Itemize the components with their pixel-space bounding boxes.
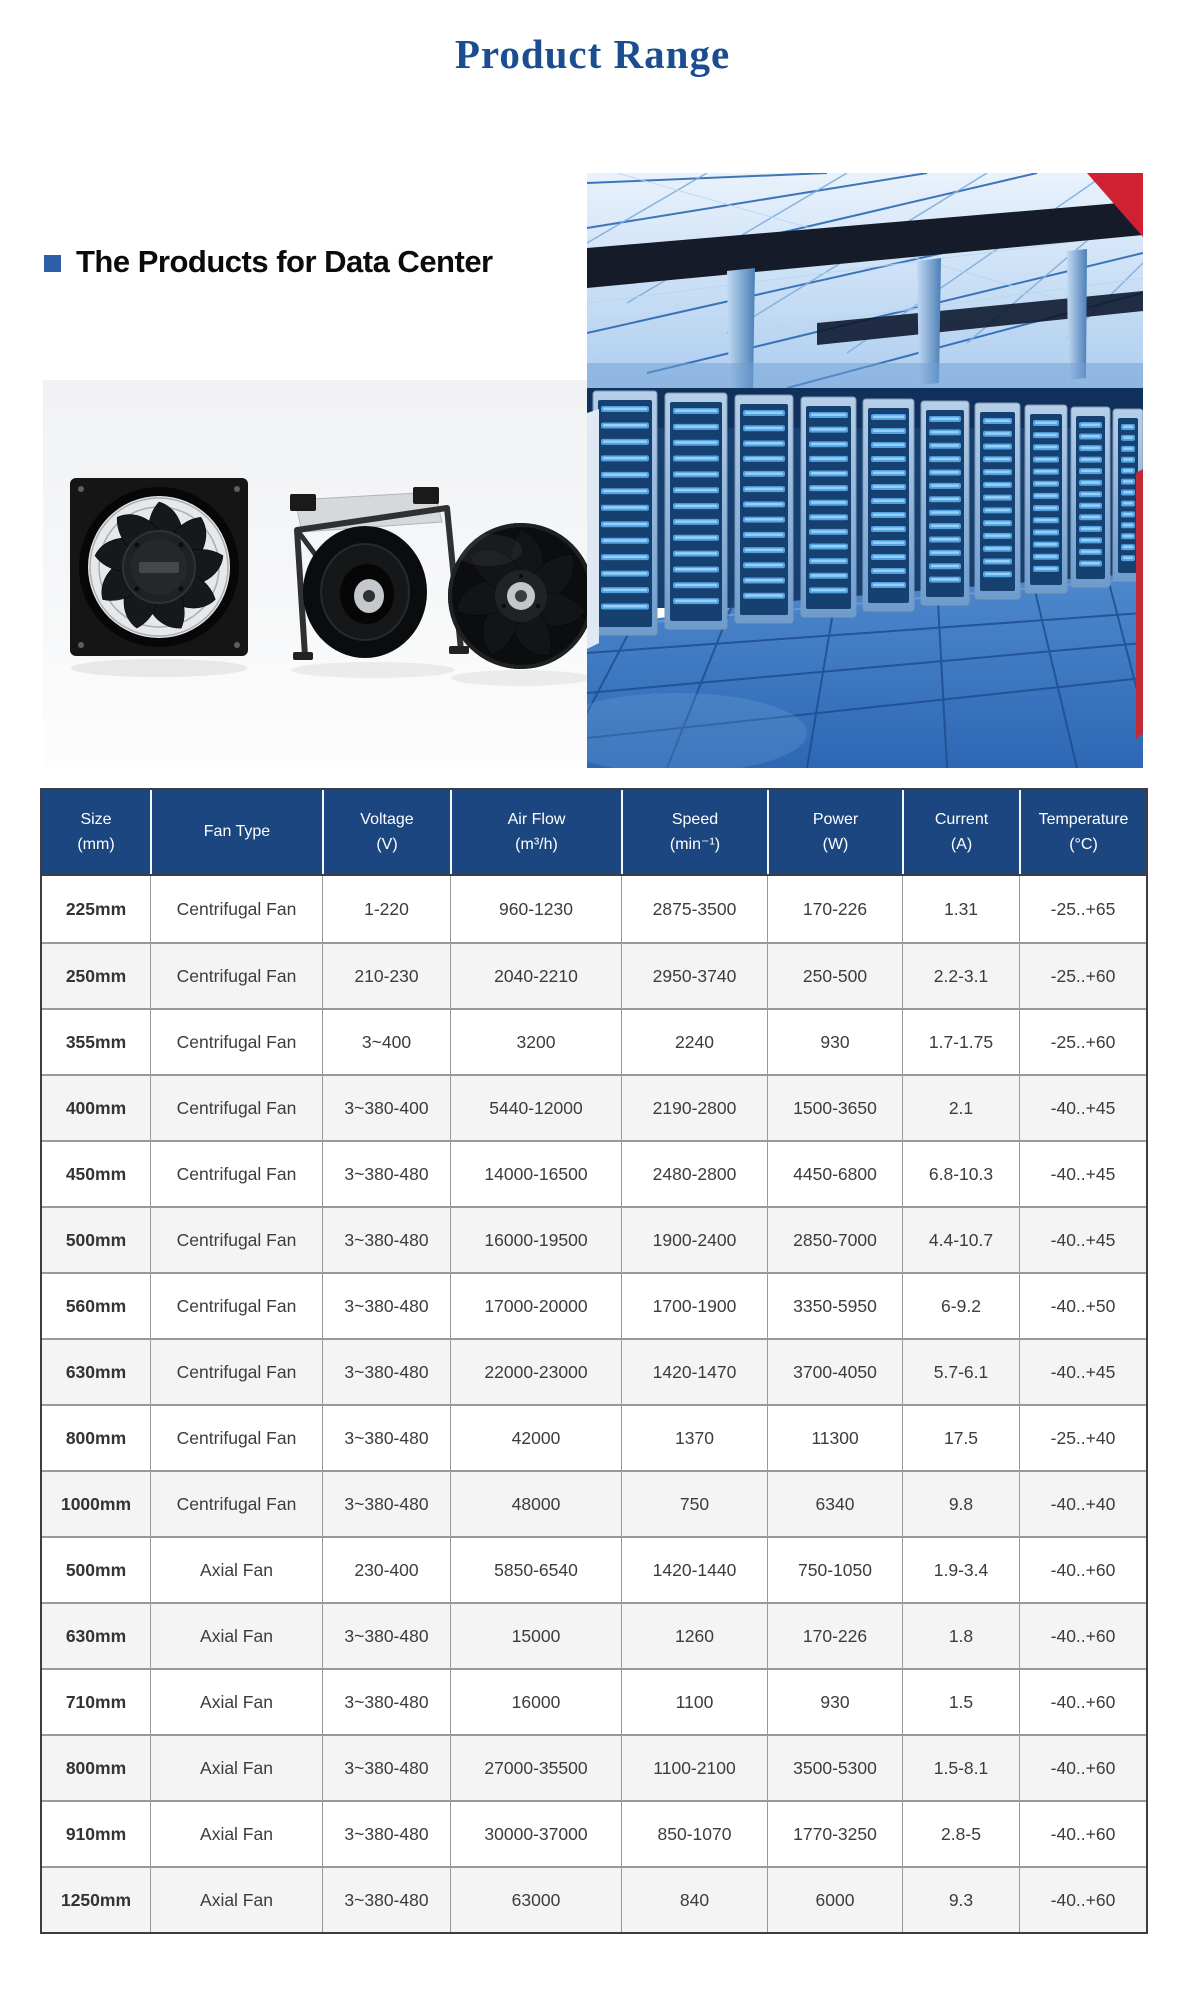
table-cell: -40..+45 (1019, 1340, 1146, 1404)
table-cell: 3~380-480 (322, 1142, 450, 1206)
column-header: Voltage (V) (322, 790, 450, 874)
column-header: Size (mm) (42, 790, 150, 874)
table-cell: 210-230 (322, 944, 450, 1008)
table-cell: 4450-6800 (767, 1142, 902, 1206)
inline-centrifugal-fan-image (290, 487, 469, 660)
column-header: Speed (min⁻¹) (621, 790, 767, 874)
table-cell: 960-1230 (450, 876, 621, 942)
table-cell: 6340 (767, 1472, 902, 1536)
table-cell: 1370 (621, 1406, 767, 1470)
table-cell: 3~380-480 (322, 1208, 450, 1272)
fan-products-illustration (43, 380, 587, 768)
table-cell: 170-226 (767, 1604, 902, 1668)
table-cell: 9.8 (902, 1472, 1019, 1536)
column-header: Air Flow (m³/h) (450, 790, 621, 874)
product-spec-table (40, 788, 1148, 1934)
table-cell: -40..+60 (1019, 1736, 1146, 1800)
fan-products-photo (43, 380, 587, 768)
table-row (42, 942, 1146, 1008)
table-cell: 6-9.2 (902, 1274, 1019, 1338)
table-cell: 1420-1440 (621, 1538, 767, 1602)
table-cell: 1260 (621, 1604, 767, 1668)
section-heading-label: The Products for Data Center (76, 244, 493, 279)
table-cell: 5440-12000 (450, 1076, 621, 1140)
table-cell: 1.9-3.4 (902, 1538, 1019, 1602)
table-row (42, 1668, 1146, 1734)
table-cell: 3~380-480 (322, 1406, 450, 1470)
table-row (42, 1404, 1146, 1470)
table-cell: 2190-2800 (621, 1076, 767, 1140)
table-cell: 3200 (450, 1010, 621, 1074)
table-cell: 1000mm (60, 1493, 132, 1514)
section-heading (44, 244, 493, 280)
table-cell: 3~380-480 (322, 1670, 450, 1734)
table-cell: 5.7-6.1 (902, 1340, 1019, 1404)
table-cell: 560mm (65, 1295, 127, 1316)
table-row (42, 1800, 1146, 1866)
table-cell: 17000-20000 (450, 1274, 621, 1338)
table-cell: 840 (621, 1868, 767, 1932)
table-cell: 930 (767, 1670, 902, 1734)
table-cell: Centrifugal Fan (150, 1274, 322, 1338)
table-row (42, 1338, 1146, 1404)
table-cell: 22000-23000 (450, 1340, 621, 1404)
table-cell: 750-1050 (767, 1538, 902, 1602)
table-cell: 2875-3500 (621, 876, 767, 942)
backward-curved-impeller-image (448, 523, 587, 669)
table-cell: 2240 (621, 1010, 767, 1074)
table-cell: 3~380-480 (322, 1472, 450, 1536)
table-cell: -25..+60 (1019, 944, 1146, 1008)
table-cell: -40..+60 (1019, 1868, 1146, 1932)
table-cell: 1770-3250 (767, 1802, 902, 1866)
table-cell: Centrifugal Fan (150, 876, 322, 942)
table-cell: 1700-1900 (621, 1274, 767, 1338)
column-header: Power (W) (767, 790, 902, 874)
table-cell: Axial Fan (150, 1670, 322, 1734)
table-cell: 9.3 (902, 1868, 1019, 1932)
table-cell: 11300 (767, 1406, 902, 1470)
table-cell: -40..+45 (1019, 1142, 1146, 1206)
table-row (42, 876, 1146, 942)
table-cell: 1100-2100 (621, 1736, 767, 1800)
table-cell: Centrifugal Fan (150, 1406, 322, 1470)
table-cell: -25..+40 (1019, 1406, 1146, 1470)
table-cell: -40..+50 (1019, 1274, 1146, 1338)
table-cell: 3350-5950 (767, 1274, 902, 1338)
table-cell: 42000 (450, 1406, 621, 1470)
table-cell: 170-226 (767, 876, 902, 942)
table-cell: 5850-6540 (450, 1538, 621, 1602)
table-cell: 16000 (450, 1670, 621, 1734)
table-cell: Centrifugal Fan (150, 1010, 322, 1074)
table-cell: 1900-2400 (621, 1208, 767, 1272)
table-cell: 2.1 (902, 1076, 1019, 1140)
table-cell: 16000-19500 (450, 1208, 621, 1272)
square-bullet-icon (44, 255, 61, 272)
table-cell: 3~380-480 (322, 1802, 450, 1866)
table-cell: 800mm (65, 1427, 127, 1448)
table-cell: 3~380-480 (322, 1736, 450, 1800)
table-cell: 2.2-3.1 (902, 944, 1019, 1008)
table-cell: -40..+60 (1019, 1802, 1146, 1866)
column-header: Temperature (°C) (1019, 790, 1146, 874)
table-cell: Centrifugal Fan (150, 1142, 322, 1206)
table-cell: Axial Fan (150, 1604, 322, 1668)
table-cell: 63000 (450, 1868, 621, 1932)
table-body (42, 876, 1146, 1932)
page-title: Product Range (454, 31, 731, 77)
table-cell: 1100 (621, 1670, 767, 1734)
table-cell: 355mm (65, 1031, 127, 1052)
table-cell: 48000 (450, 1472, 621, 1536)
table-cell: 2040-2210 (450, 944, 621, 1008)
table-cell: 2950-3740 (621, 944, 767, 1008)
table-cell: 3~380-480 (322, 1274, 450, 1338)
table-cell: 15000 (450, 1604, 621, 1668)
table-cell: 3~380-400 (322, 1076, 450, 1140)
table-cell: 750 (621, 1472, 767, 1536)
table-cell: -40..+60 (1019, 1670, 1146, 1734)
table-cell: 1.7-1.75 (902, 1010, 1019, 1074)
table-cell: 3500-5300 (767, 1736, 902, 1800)
table-row (42, 1206, 1146, 1272)
table-cell: 930 (767, 1010, 902, 1074)
table-cell: 250-500 (767, 944, 902, 1008)
table-cell: 1.5-8.1 (902, 1736, 1019, 1800)
table-cell: 250mm (65, 965, 127, 986)
table-cell: Centrifugal Fan (150, 1208, 322, 1272)
table-cell: -40..+45 (1019, 1076, 1146, 1140)
table-row (42, 1140, 1146, 1206)
table-cell: 3~380-480 (322, 1868, 450, 1932)
data-center-photo (587, 173, 1143, 768)
table-cell: 4.4-10.7 (902, 1208, 1019, 1272)
table-cell: 225mm (65, 898, 127, 919)
table-cell: 1500-3650 (767, 1076, 902, 1140)
table-cell: 2850-7000 (767, 1208, 902, 1272)
table-cell: Centrifugal Fan (150, 944, 322, 1008)
table-row (42, 1602, 1146, 1668)
table-cell: 6.8-10.3 (902, 1142, 1019, 1206)
data-center-illustration (587, 173, 1143, 768)
table-cell: 1.5 (902, 1670, 1019, 1734)
table-cell: 3700-4050 (767, 1340, 902, 1404)
table-row (42, 1272, 1146, 1338)
table-cell: 1420-1470 (621, 1340, 767, 1404)
table-cell: Centrifugal Fan (150, 1472, 322, 1536)
table-cell: -25..+60 (1019, 1010, 1146, 1074)
table-cell: 1250mm (60, 1889, 132, 1910)
column-header: Current (A) (902, 790, 1019, 874)
table-cell: 850-1070 (621, 1802, 767, 1866)
table-row (42, 1734, 1146, 1800)
table-row (42, 1008, 1146, 1074)
table-cell: 630mm (65, 1361, 127, 1382)
table-cell: 450mm (65, 1163, 127, 1184)
table-cell: Axial Fan (150, 1802, 322, 1866)
table-row (42, 1536, 1146, 1602)
table-cell: 6000 (767, 1868, 902, 1932)
table-cell: 710mm (65, 1691, 127, 1712)
table-cell: 500mm (65, 1229, 127, 1250)
table-cell: 630mm (65, 1625, 127, 1646)
column-header: Fan Type (150, 790, 322, 874)
table-cell: 3~400 (322, 1010, 450, 1074)
table-cell: 2.8-5 (902, 1802, 1019, 1866)
table-cell: 910mm (65, 1823, 127, 1844)
table-cell: 230-400 (322, 1538, 450, 1602)
table-cell: 3~380-480 (322, 1604, 450, 1668)
table-row (42, 1470, 1146, 1536)
table-row (42, 1074, 1146, 1140)
table-cell: -40..+40 (1019, 1472, 1146, 1536)
table-cell: Centrifugal Fan (150, 1076, 322, 1140)
table-cell: -40..+60 (1019, 1604, 1146, 1668)
table-cell: 1-220 (322, 876, 450, 942)
table-cell: 800mm (65, 1757, 127, 1778)
table-cell: 1.31 (902, 876, 1019, 942)
table-cell: 400mm (65, 1097, 127, 1118)
table-cell: 1.8 (902, 1604, 1019, 1668)
table-cell: Axial Fan (150, 1538, 322, 1602)
table-cell: 14000-16500 (450, 1142, 621, 1206)
table-cell: -40..+60 (1019, 1538, 1146, 1602)
table-cell: Axial Fan (150, 1736, 322, 1800)
table-cell: 3~380-480 (322, 1340, 450, 1404)
table-cell: 30000-37000 (450, 1802, 621, 1866)
table-cell: -40..+45 (1019, 1208, 1146, 1272)
table-row (42, 1866, 1146, 1932)
table-header-row (42, 790, 1146, 876)
table-cell: Axial Fan (150, 1868, 322, 1932)
axial-plate-fan-image (70, 478, 248, 656)
table-cell: 27000-35500 (450, 1736, 621, 1800)
table-cell: 500mm (65, 1559, 127, 1580)
table-cell: 17.5 (902, 1406, 1019, 1470)
table-cell: Centrifugal Fan (150, 1340, 322, 1404)
table-cell: -25..+65 (1019, 876, 1146, 942)
table-cell: 2480-2800 (621, 1142, 767, 1206)
